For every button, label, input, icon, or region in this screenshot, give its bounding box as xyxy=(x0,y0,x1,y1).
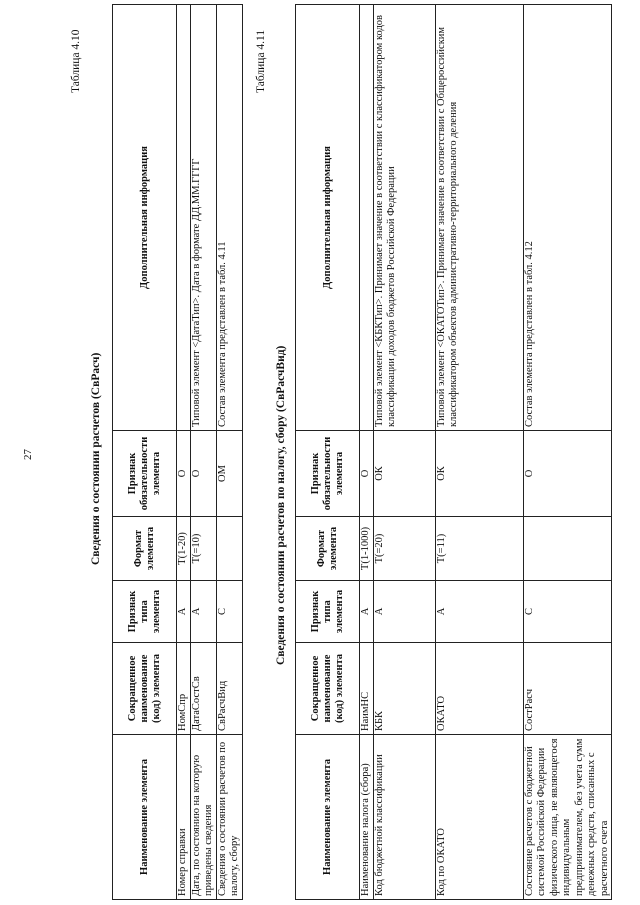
table-cell: T(=20) xyxy=(373,517,435,581)
table-cell xyxy=(177,5,191,431)
table1-header-cell: Признак типа элемента xyxy=(113,581,177,643)
table-cell: Сведения о состоянии расчетов по налогу, сбору xyxy=(216,735,242,900)
table-cell: ДатаСостСв xyxy=(190,643,216,735)
page-number: 27 xyxy=(22,449,34,460)
table2-label: Таблица 4.11 xyxy=(255,29,267,93)
table-cell: Код по ОКАТО xyxy=(435,735,523,900)
table-cell: Типовой элемент <ДатаТип>. Дата в формате ДД.ММ.ГГГГ xyxy=(190,5,216,431)
table2-header-row xyxy=(296,5,360,900)
table1-header-cell: Признак обязательности элемента xyxy=(113,431,177,517)
table-cell: T(1-1000) xyxy=(360,517,374,581)
table-row xyxy=(373,5,435,900)
table2-header-cell: Дополнительная информация xyxy=(296,5,360,431)
table2-header-cell: Формат элемента xyxy=(296,517,360,581)
table-cell: О xyxy=(523,431,612,517)
table-cell: НомСпр xyxy=(177,643,191,735)
table-cell: T(=10) xyxy=(190,517,216,581)
table-cell: А xyxy=(177,581,191,643)
table-cell xyxy=(523,517,612,581)
table-row xyxy=(435,5,523,900)
table-cell: СостРасч xyxy=(523,643,612,735)
table-cell: Номер справки xyxy=(177,735,191,900)
table-cell: А xyxy=(190,581,216,643)
table1-title: Сведения о состоянии расчетов (СвРасч) xyxy=(90,352,102,565)
table-cell xyxy=(216,517,242,581)
table-cell: С xyxy=(523,581,612,643)
table-cell: ОКАТО xyxy=(435,643,523,735)
table2-header-cell: Наименование элемента xyxy=(296,735,360,900)
table1-header-cell: Дополнительная информация xyxy=(113,5,177,431)
table-cell: ОК xyxy=(373,431,435,517)
table2-header-cell: Сокращенное наименование (код) элемента xyxy=(296,643,360,735)
table-row xyxy=(216,5,242,900)
table1-header-cell: Наименование элемента xyxy=(113,735,177,900)
table-cell: ОК xyxy=(435,431,523,517)
table2-header-cell: Признак обязательности элемента xyxy=(296,431,360,517)
table2-title: Сведения о состоянии расчетов по налогу, сбору (СвРасчВид) xyxy=(275,345,287,665)
table-row xyxy=(190,5,216,900)
table-cell xyxy=(360,5,374,431)
table-cell: Код бюджетной классификации xyxy=(373,735,435,900)
table-cell: Типовой элемент <КБКТип>. Принимает значение в соответствии с классификатором кодов классификации доходов бюджетов Российской Федерации xyxy=(373,5,435,431)
table-cell: Типовой элемент <ОКАТОТип>. Принимает значение в соответствии с Общероссийским классификатором объектов административно-территориального деления xyxy=(435,5,523,431)
table1-header-cell: Формат элемента xyxy=(113,517,177,581)
table-cell: КБК xyxy=(373,643,435,735)
table1-header-row xyxy=(113,5,177,900)
table-cell: Состав элемента представлен в табл. 4.12 xyxy=(523,5,612,431)
table-cell: СвРасчВид xyxy=(216,643,242,735)
table-cell: А xyxy=(360,581,374,643)
table-cell: Состояние расчетов с бюджетной системой Российской Федерации физического лица, не являющегося индивидуальным предпринимателем, без учета сумм денежных средств, списанных с расчетного счета xyxy=(523,735,612,900)
table-cell: О xyxy=(360,431,374,517)
table-cell: Состав элемента представлен в табл. 4.11 xyxy=(216,5,242,431)
table-row xyxy=(177,5,191,900)
table-cell: А xyxy=(373,581,435,643)
table-row xyxy=(360,5,374,900)
table1-label: Таблица 4.10 xyxy=(70,29,82,93)
table-cell: С xyxy=(216,581,242,643)
table1 xyxy=(112,4,243,900)
table-cell: О xyxy=(190,431,216,517)
table-cell: О xyxy=(177,431,191,517)
table-cell: НаимНС xyxy=(360,643,374,735)
table-cell: Дата, по состоянию на которую приведены сведения xyxy=(190,735,216,900)
table-cell: А xyxy=(435,581,523,643)
table2 xyxy=(295,4,612,900)
table1-header-cell: Сокращенное наименование (код) элемента xyxy=(113,643,177,735)
table-cell: T(1-20) xyxy=(177,517,191,581)
table-cell: Наименование налога (сбора) xyxy=(360,735,374,900)
table2-header-cell: Признак типа элемента xyxy=(296,581,360,643)
table-row xyxy=(523,5,612,900)
table-cell: ОМ xyxy=(216,431,242,517)
table-cell: T(=11) xyxy=(435,517,523,581)
